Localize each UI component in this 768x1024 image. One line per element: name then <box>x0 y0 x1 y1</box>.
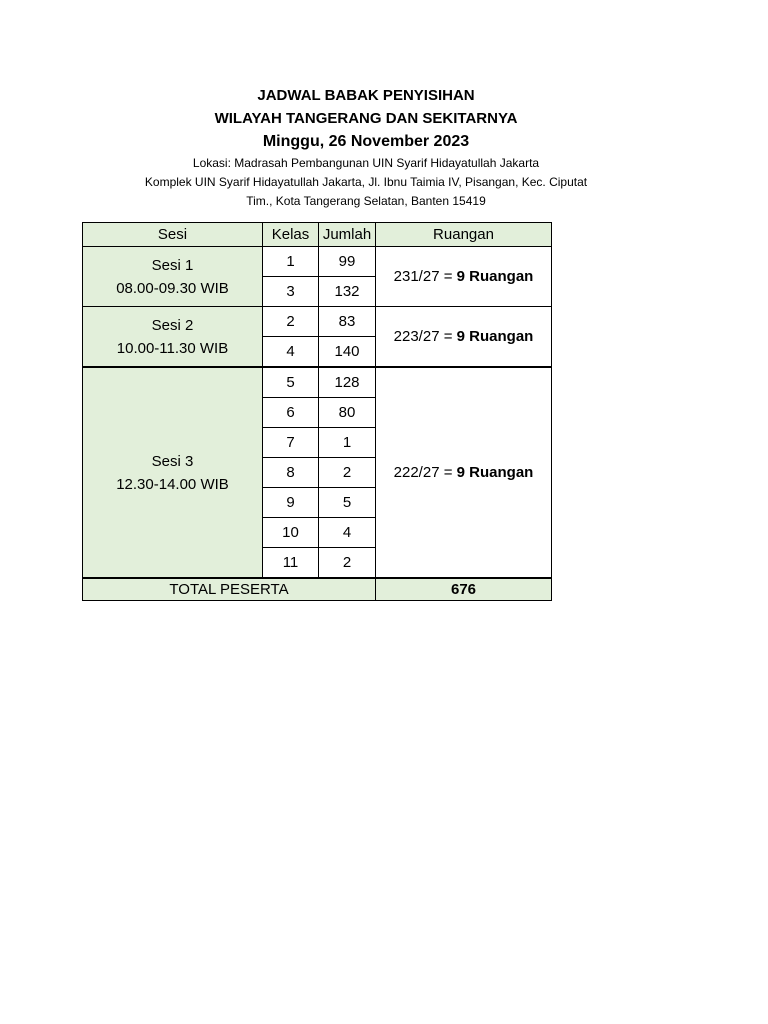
kelas-cell: 6 <box>263 398 319 428</box>
jumlah-cell: 140 <box>319 337 376 368</box>
session-time: 10.00-11.30 WIB <box>116 339 229 357</box>
room-result: 9 Ruangan <box>456 328 534 345</box>
session-cell-3 <box>83 367 263 578</box>
kelas-cell: 2 <box>263 307 319 337</box>
session-name: Sesi 3 <box>151 452 194 470</box>
jumlah-cell: 99 <box>319 247 376 277</box>
room-cell-2 <box>376 307 552 368</box>
event-date: Minggu, 26 November 2023 <box>262 133 470 150</box>
room-cell-3 <box>376 367 552 578</box>
table-row <box>83 307 552 337</box>
kelas-cell: 1 <box>263 247 319 277</box>
table-row <box>83 247 552 277</box>
session-cell-2 <box>83 307 263 368</box>
location-line-3: Tim., Kota Tangerang Selatan, Banten 15419 <box>246 194 486 208</box>
kelas-cell: 5 <box>263 367 319 398</box>
kelas-cell: 3 <box>263 277 319 307</box>
total-value-text: 676 <box>450 581 477 598</box>
location-line-1: Lokasi: Madrasah Pembangunan UIN Syarif Hidayatullah Jakarta <box>192 156 540 170</box>
room-result: 9 Ruangan <box>456 268 534 285</box>
session-name: Sesi 2 <box>151 316 194 334</box>
session-time: 08.00-09.30 WIB <box>116 279 229 297</box>
table-row <box>83 367 552 398</box>
jumlah-cell: 5 <box>319 488 376 518</box>
title-line-2: WILAYAH TANGERANG DAN SEKITARNYA <box>214 110 518 127</box>
room-calc: 223/27 = <box>393 328 457 345</box>
total-value <box>376 578 552 601</box>
kelas-cell: 8 <box>263 458 319 488</box>
kelas-cell: 9 <box>263 488 319 518</box>
schedule-table <box>82 222 552 601</box>
session-cell-1 <box>83 247 263 307</box>
room-cell-1 <box>376 247 552 307</box>
document-header <box>60 84 672 211</box>
header-sesi: Sesi <box>83 223 263 247</box>
kelas-cell: 10 <box>263 518 319 548</box>
jumlah-cell: 128 <box>319 367 376 398</box>
session-name: Sesi 1 <box>151 256 194 274</box>
jumlah-cell: 83 <box>319 307 376 337</box>
header-kelas: Kelas <box>263 223 319 247</box>
jumlah-cell: 4 <box>319 518 376 548</box>
session-time: 12.30-14.00 WIB <box>116 475 229 493</box>
total-label: TOTAL PESERTA <box>83 578 376 601</box>
room-calc: 231/27 = <box>393 268 457 285</box>
jumlah-cell: 2 <box>319 458 376 488</box>
jumlah-cell: 2 <box>319 548 376 579</box>
kelas-cell: 7 <box>263 428 319 458</box>
location-line-2: Komplek UIN Syarif Hidayatullah Jakarta, Jl. Ibnu Taimia IV, Pisangan, Kec. Ciputat <box>144 175 588 189</box>
room-result: 9 Ruangan <box>456 464 534 481</box>
table-header-row <box>83 223 552 247</box>
title-line-1: JADWAL BABAK PENYISIHAN <box>257 87 475 104</box>
jumlah-cell: 1 <box>319 428 376 458</box>
room-calc: 222/27 = <box>393 464 457 481</box>
kelas-cell: 4 <box>263 337 319 368</box>
header-jumlah: Jumlah <box>319 223 376 247</box>
jumlah-cell: 80 <box>319 398 376 428</box>
kelas-cell: 11 <box>263 548 319 579</box>
total-row <box>83 578 552 601</box>
jumlah-cell: 132 <box>319 277 376 307</box>
header-ruangan: Ruangan <box>376 223 552 247</box>
